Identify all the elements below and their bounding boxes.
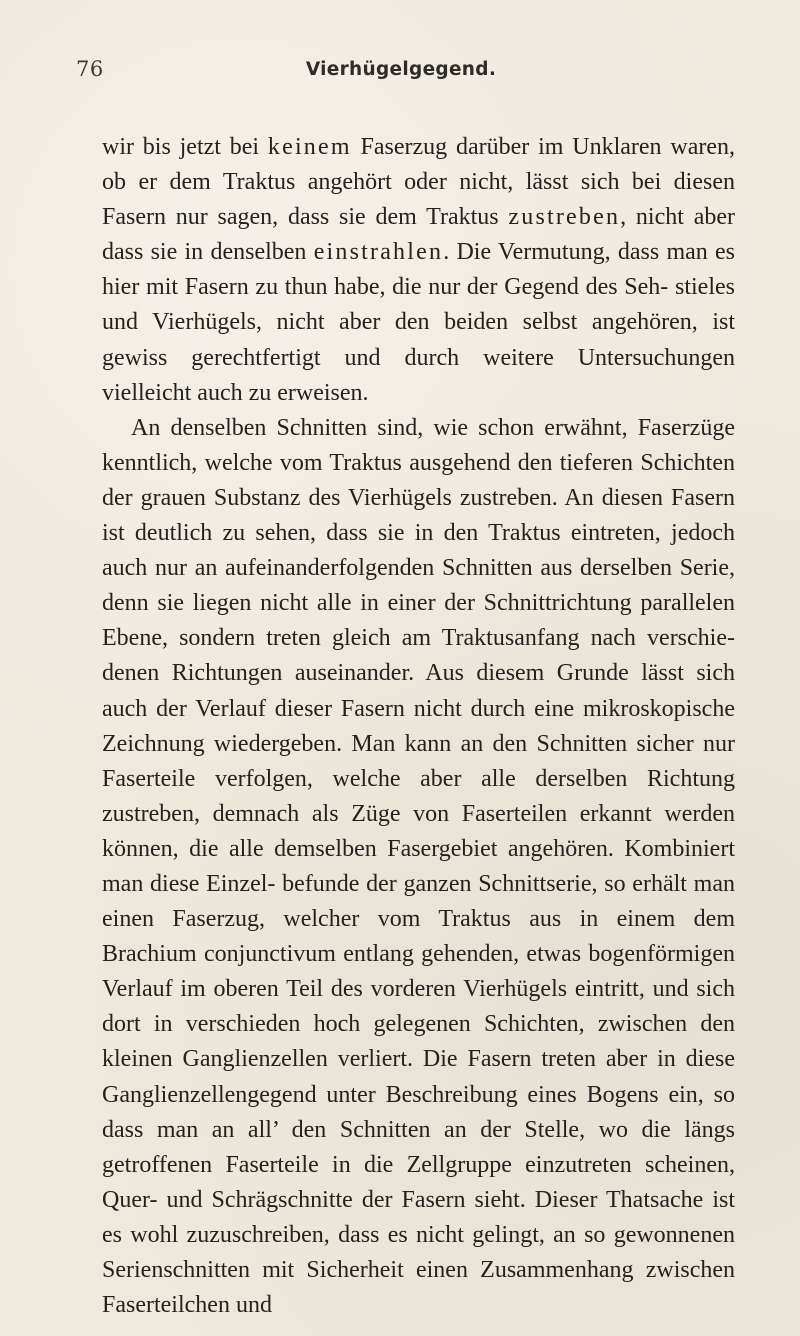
paragraph-2	[102, 411, 735, 1323]
spaced-emphasis: einstrahlen	[313, 239, 444, 266]
spaced-emphasis: keinem	[267, 134, 352, 160]
spaced-emphasis: zustreben	[508, 204, 621, 231]
body-text	[102, 130, 735, 1323]
page-header	[76, 57, 726, 93]
paragraph-1	[102, 130, 735, 411]
text-segment: , nicht aber dass sie in denselben	[102, 204, 735, 266]
text-segment: An denselben Schnitten sind, wie schon erwähnt, Faserzüge kenntlich, welche vom Traktus ausgehend den tieferen Schichten der grauen Substanz des Vierhügels zustreben. An diesen Fasern ist deutlich zu sehen, dass sie in den Traktus eintreten, jedoch auch nur an aufeinanderfolgenden Schnitten aus derselben Serie, denn sie liegen nicht alle in einer der Schnittrichtung parallelen Ebene, sondern treten gleich am Traktusanfang nach verschie- denen Richtungen auseinander. Aus diesem Grunde lässt sich auch der Verlauf dieser Fasern nicht durch eine mikroskopische Zeichnung wiedergeben. Man kann an den Schnitten sicher nur Faserteile verfolgen, welche aber alle derselben Richtung zustreben, demnach als Züge von Faserteilen erkannt werden können, die alle demselben Fasergebiet angehören. Kombiniert man diese Einzel- befunde der ganzen Schnittserie, so erhält man einen Faserzug, welcher vom Traktus aus in einem dem Brachium conjunctivum entlang gehenden, etwas bogenförmigen Verlauf im oberen Teil des vorderen Vierhügels eintritt, und sich dort in verschieden hoch gelegenen Schichten, zwischen den kleinen Ganglienzellen verliert. Die Fasern treten aber in diese Ganglienzellengegend unter Beschreibung eines Bogens ein, so dass man an all’ den Schnitten an der Stelle, wo die längs getroffenen Faserteile in die Zellgruppe einzutreten scheinen, Quer- und Schrägschnitte der Fasern sieht. Dieser Thatsache ist es wohl zuzuschreiben, dass es nicht gelingt, an so gewonnenen Serienschnitten mit Sicherheit einen Zusammenhang zwischen Faserteilchen und	[102, 414, 735, 1319]
running-head: Vierhügelgegend.	[305, 59, 497, 80]
text-segment: . Die Vermutung, dass man es hier mit Fasern zu thun habe, die nur der Gegend des Seh- stieles und Vierhügels, nicht aber den beiden selbst angehören, ist gewiss gerechtfertigt und durch weitere Untersuchungen vielleicht auch zu erweisen.	[102, 239, 736, 406]
text-segment: wir bis jetzt bei	[102, 134, 268, 160]
page-number: 76	[76, 57, 104, 81]
text-segment: Faserzug darüber im Unklaren waren, ob er dem Traktus angehört oder nicht, lässt sich bei diesen Fasern nur sagen, dass sie dem Traktus	[102, 134, 735, 231]
